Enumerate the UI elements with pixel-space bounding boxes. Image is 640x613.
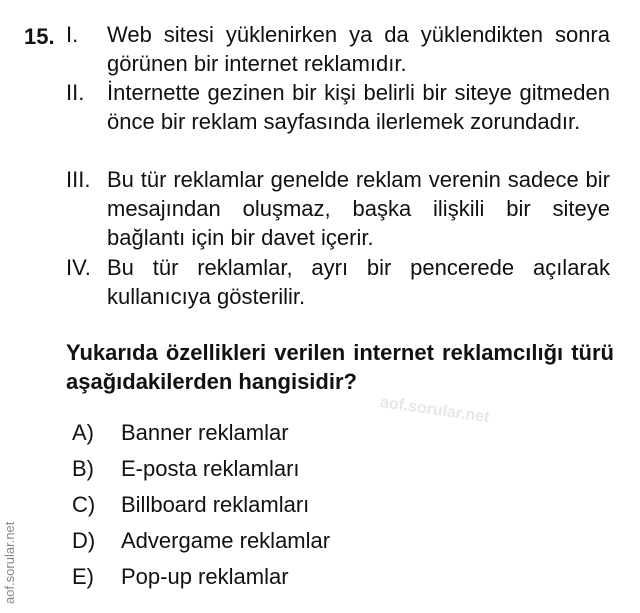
option-letter: C) [72, 492, 96, 517]
statement-text: Bu tür reklamlar, ayrı bir pencerede açılarak kullanıcıya gösterilir. [107, 255, 610, 309]
side-watermark: aof.sorular.net [2, 521, 17, 604]
option-text: Pop-up reklamlar [121, 564, 289, 589]
statement-text: İnternette gezinen bir kişi belirli bir siteye gitmeden önce bir reklam sayfasında ilerlemek zorundadır. [107, 80, 610, 134]
statement-numeral: II. [66, 80, 85, 105]
question-number: 15. [24, 24, 55, 49]
option-text: Billboard reklamları [121, 492, 310, 517]
option-c[interactable] [0, 488, 640, 522]
statement-numeral: III. [66, 167, 91, 192]
option-text: E-posta reklamları [121, 456, 300, 481]
option-letter: A) [72, 420, 94, 445]
option-a[interactable] [0, 416, 640, 450]
statement-text: Web sitesi yüklenirken ya da yüklendikten sonra görünen bir internet reklamıdır. [107, 22, 610, 76]
question-text: Yukarıda özellikleri verilen internet reklamcılığı türü aşağıdakilerden hangisidir? [66, 340, 614, 394]
statement-numeral: IV. [66, 255, 91, 280]
watermark: aof.sorular.net [378, 394, 491, 427]
option-e[interactable] [0, 560, 640, 594]
statement-numeral: I. [66, 22, 79, 47]
option-d[interactable] [0, 524, 640, 558]
option-b[interactable] [0, 452, 640, 486]
option-letter: D) [72, 528, 96, 553]
statement-text: Bu tür reklamlar genelde reklam verenin sadece bir mesajından oluşmaz, başka ilişkili bir siteye bağlantı için bir davet içerir. [107, 167, 610, 250]
option-letter: E) [72, 564, 94, 589]
option-text: Advergame reklamlar [121, 528, 331, 553]
option-letter: B) [72, 456, 94, 481]
option-text: Banner reklamlar [121, 420, 289, 445]
